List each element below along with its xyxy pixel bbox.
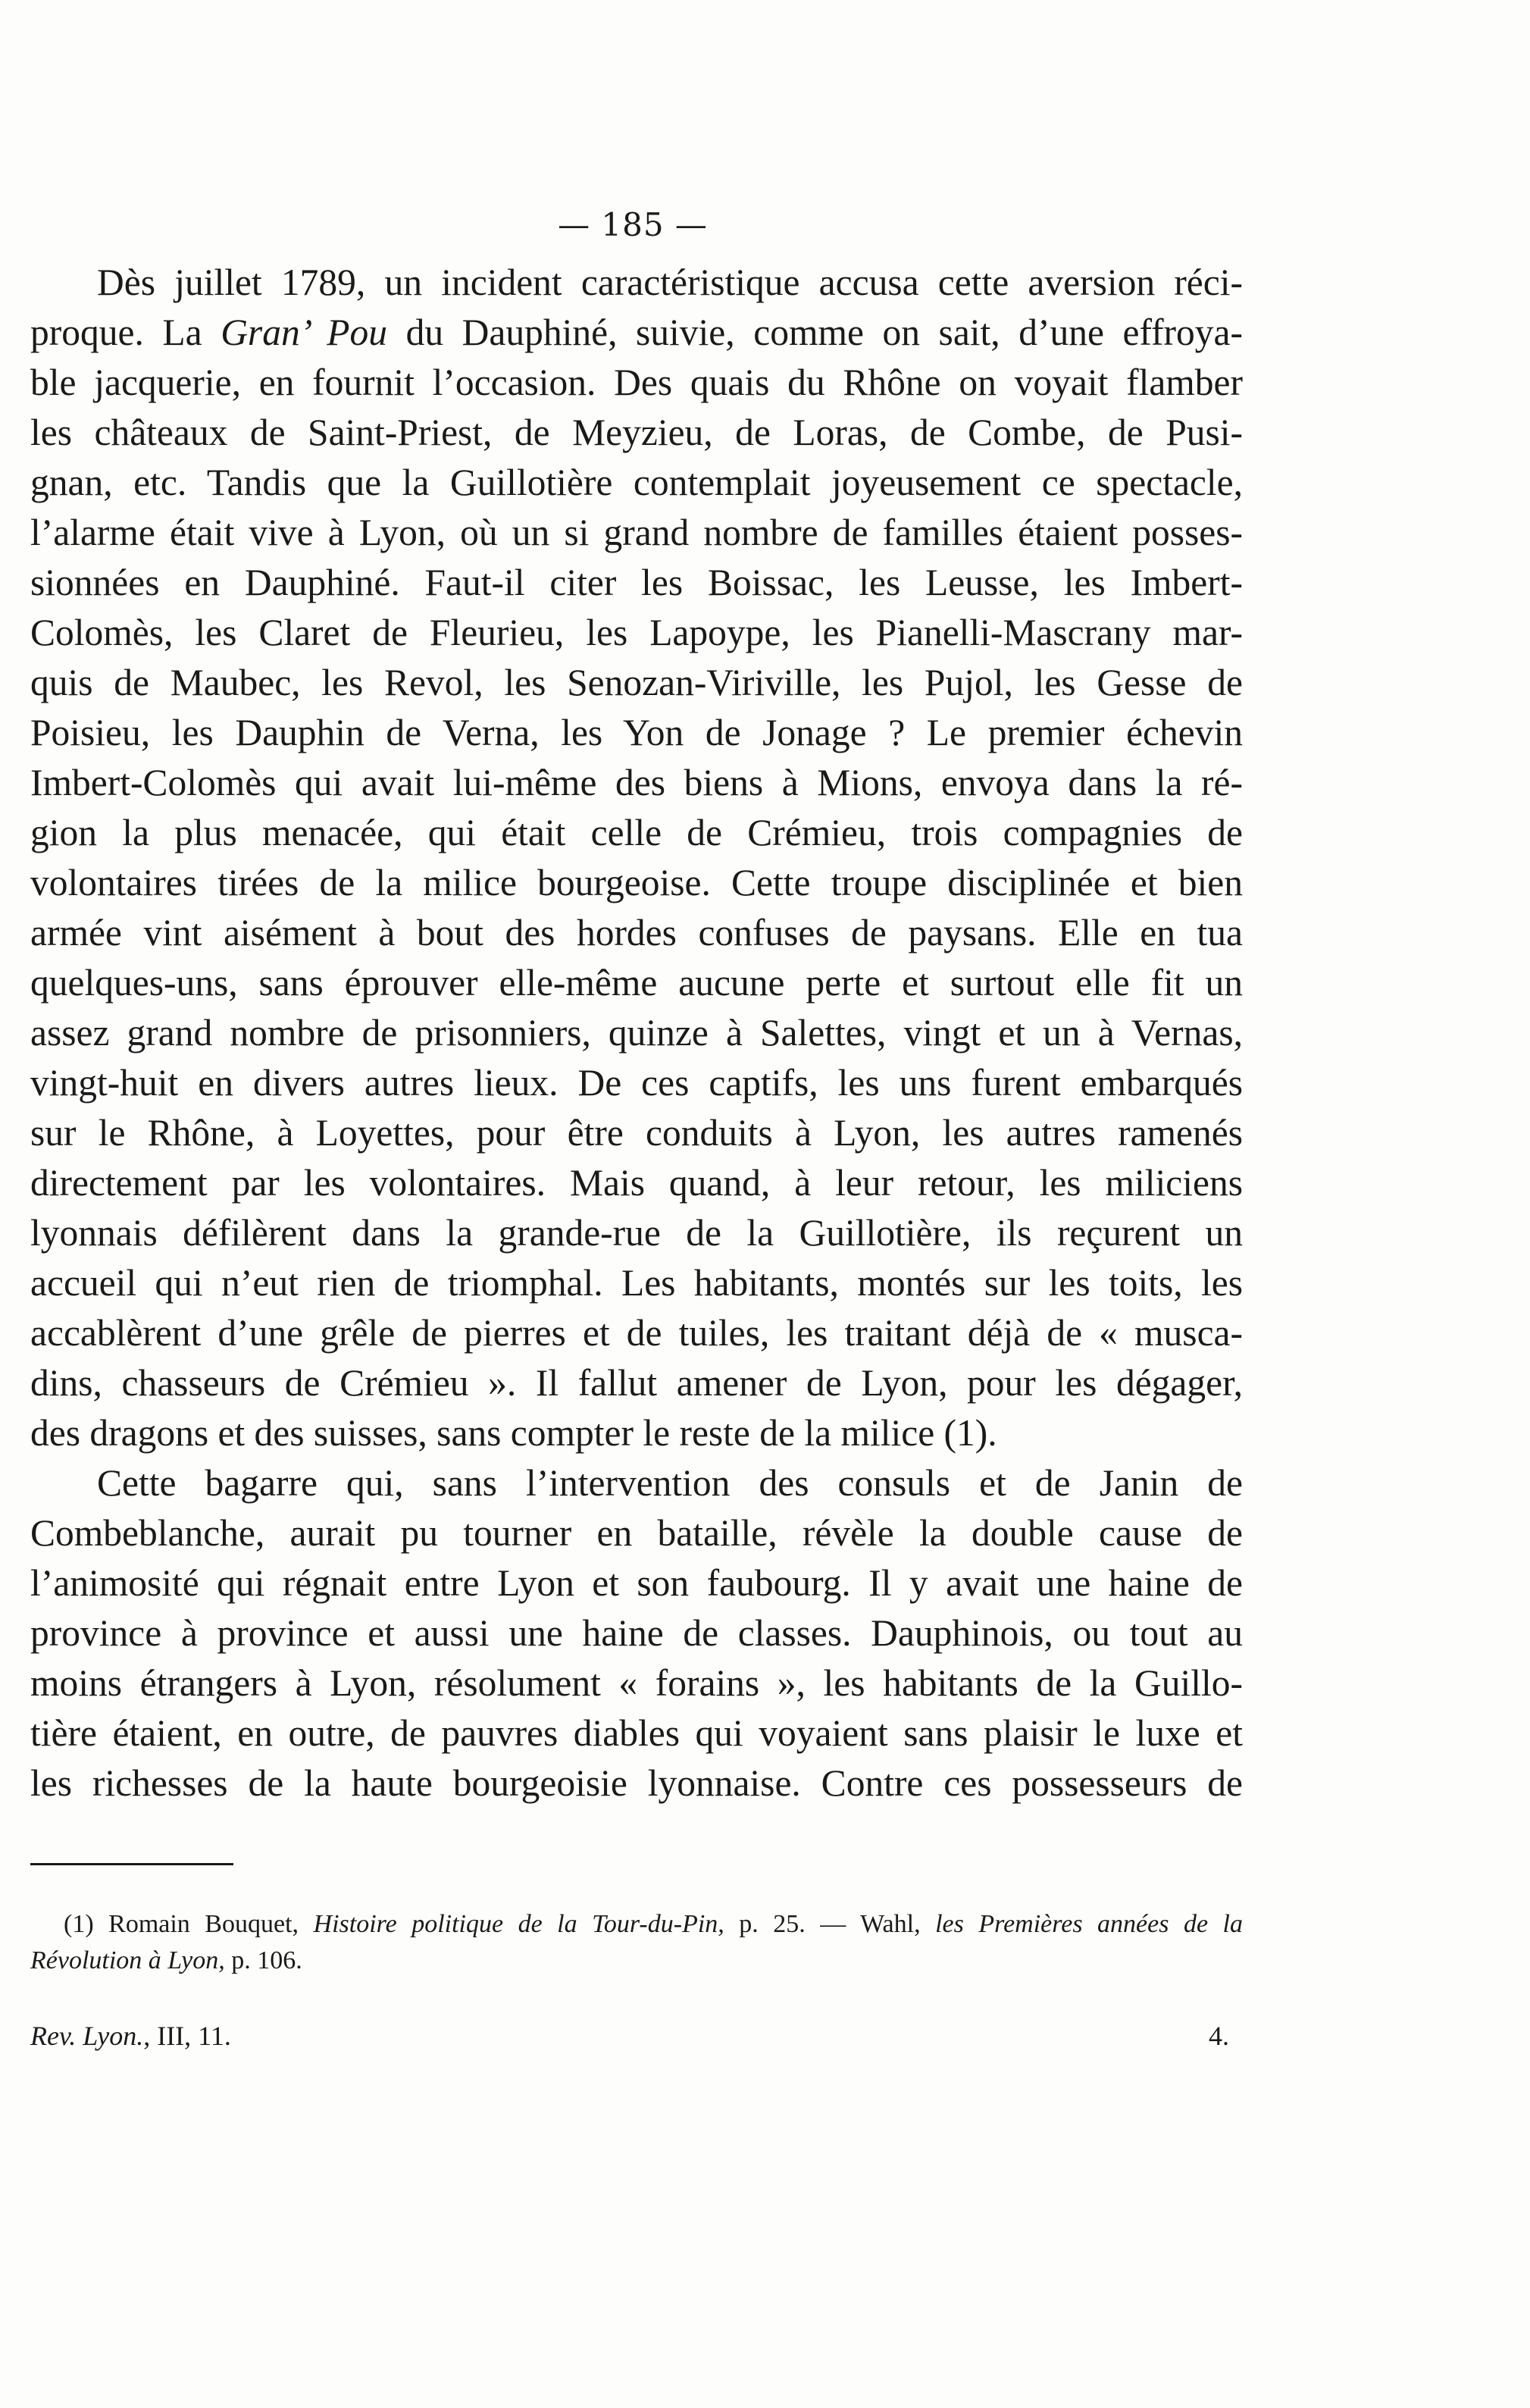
footnote-title: Révolution à Lyon, [30,1946,225,1974]
text-line: l’alarme était vive à Lyon, où un si grand nombre de familles étaient posses- [30,512,1243,553]
text-line: volontaires tirées de la milice bourgeoise. Cette troupe disciplinée et bien [30,862,1243,903]
text-line: les châteaux de Saint-Priest, de Meyzieu, de Loras, de Combe, de Pusi- [30,412,1243,453]
text-line: dins, chasseurs de Crémieu ». Il fallut amener de Lyon, pour les dégager, [30,1362,1243,1404]
footnote-line [30,1906,1243,1943]
text-line: Imbert-Colomès qui avait lui-même des biens à Mions, envoya dans la ré- [30,762,1243,803]
volume-ref: , III, 11. [143,2021,231,2051]
text-line: quelques-uns, sans éprouver elle-même aucune perte et surtout elle fit un [30,962,1243,1004]
text-line: Combeblanche, aurait pu tourner en bataille, révèle la double cause de [30,1512,1243,1554]
page-number: — 185 — [558,206,708,243]
text-fragment: du Dauphiné, suivie, comme on sait, d’une effroya- [387,312,1243,353]
text-line: moins étrangers à Lyon, résolument « forains », les habitants de la Guillo- [30,1662,1243,1704]
text-line: lyonnais défilèrent dans la grande-rue de la Guillotière, ils reçurent un [30,1212,1243,1254]
body-text [30,258,1243,1808]
text-line: Poisieu, les Dauphin de Verna, les Yon de Jonage ? Le premier échevin [30,712,1243,753]
text-line: gion la plus menacée, qui était celle de Crémieu, trois compagnies de [30,812,1243,853]
text-fragment: proque. La [30,312,221,353]
footnote-marker: (1) Romain Bouquet, [64,1910,314,1938]
text-line: assez grand nombre de prisonniers, quinze à Salettes, vingt et un à Vernas, [30,1012,1243,1054]
footnote-divider [30,1863,233,1865]
text-line: quis de Maubec, les Revol, les Senozan-Viriville, les Pujol, les Gesse de [30,662,1243,703]
text-line: Colomès, les Claret de Fleurieu, les Lapoype, les Pianelli-Mascrany mar- [30,612,1243,653]
journal-reference [30,2018,231,2054]
text-line: province à province et aussi une haine de classes. Dauphinois, ou tout au [30,1612,1243,1654]
footnote-title: les Premières années de la [935,1910,1243,1938]
text-line: gnan, etc. Tandis que la Guillotière contemplait joyeusement ce spectacle, [30,462,1243,503]
footnote-title: Histoire politique de la Tour-du-Pin, [313,1910,724,1938]
text-line: les richesses de la haute bourgeoisie lyonnaise. Contre ces possesseurs de [30,1762,1243,1804]
text-line: vingt-huit en divers autres lieux. De ces captifs, les uns furent embarqués [30,1062,1243,1104]
italic-term: Gran’ Pou [221,312,388,353]
text-line: accueil qui n’eut rien de triomphal. Les habitants, montés sur les toits, les [30,1262,1243,1304]
text-line: ble jacquerie, en fournit l’occasion. Des quais du Rhône on voyait flamber [30,362,1243,403]
footnote-line [30,1943,1243,1979]
text-line: accablèrent d’une grêle de pierres et de tuiles, les traitant déjà de « musca- [30,1312,1243,1354]
text-line: tière étaient, en outre, de pauvres diables qui voyaient sans plaisir le luxe et [30,1712,1243,1754]
text-line: sionnées en Dauphiné. Faut-il citer les Boissac, les Leusse, les Imbert- [30,562,1243,603]
text-line: Cette bagarre qui, sans l’intervention des consuls et de Janin de [97,1462,1243,1504]
text-line: l’animosité qui régnait entre Lyon et son faubourg. Il y avait une haine de [30,1562,1243,1604]
text-line: armée vint aisément à bout des hordes confuses de paysans. Elle en tua [30,912,1243,953]
footnote-text: p. 106. [224,1946,302,1974]
footnote-text: p. 25. — Wahl, [724,1910,936,1938]
sheet-number: 4. [1209,2021,1229,2051]
text-line: des dragons et des suisses, sans compter le reste de la milice (1). [30,1412,997,1454]
footnote [30,1906,1243,1979]
text-line: sur le Rhône, à Loyettes, pour être conduits à Lyon, les autres ramenés [30,1112,1243,1154]
journal-abbrev: Rev. Lyon. [30,2021,144,2051]
text-line: directement par les volontaires. Mais quand, à leur retour, les miliciens [30,1162,1243,1204]
text-line: Dès juillet 1789, un incident caractéristique accusa cette aversion réci- [97,261,1243,303]
text-line [30,308,1243,358]
